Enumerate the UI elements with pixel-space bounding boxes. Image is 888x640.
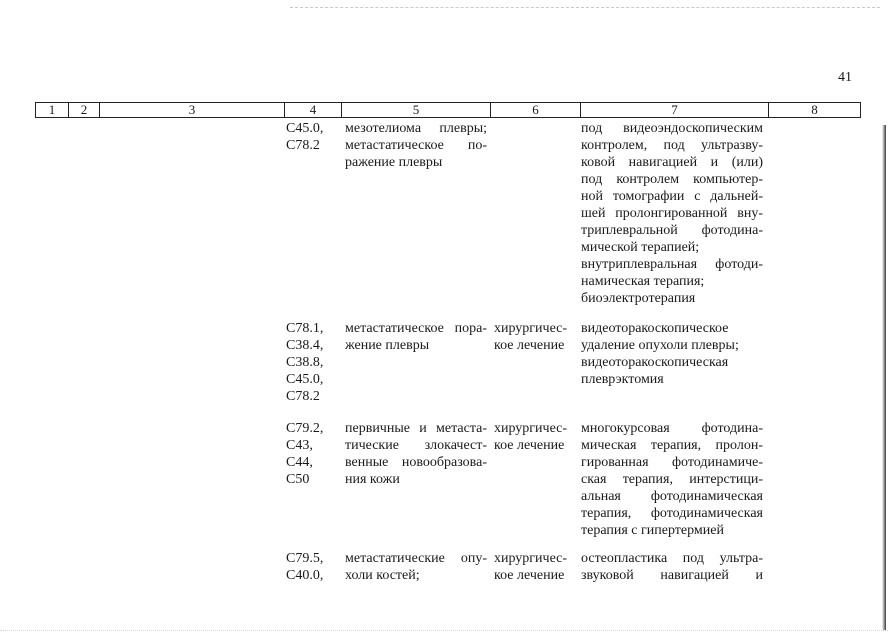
- diagnosis-line: холи костей;: [345, 568, 420, 583]
- diagnosis-line: метастатическое пора-: [345, 321, 487, 336]
- row-1-diagnosis: [345, 120, 487, 171]
- method-line: шей пролонгированной вну-: [581, 206, 763, 221]
- treatment-line: хирургичес-: [494, 551, 568, 566]
- diagnosis-line: ния кожи: [345, 472, 400, 487]
- method-line: альная фотодинамическая: [581, 489, 763, 504]
- diagnosis-line: жение плевры: [345, 338, 430, 353]
- row-2-treatment: [494, 320, 574, 354]
- diagnosis-line: метастатические опу-: [345, 551, 487, 566]
- header-col-7: 7: [581, 103, 769, 117]
- method-line: многокурсовая фотодина-: [581, 421, 763, 436]
- row-4-treatment: [494, 550, 574, 584]
- method-line: терапия, фотодинамическая: [581, 506, 763, 521]
- diagnosis-line: метастатическое по-: [345, 138, 487, 153]
- diagnosis-line: венные новообразова-: [345, 455, 487, 470]
- diagnosis-line: ражение плевры: [345, 155, 443, 170]
- method-line: терапия с гипертермией: [581, 523, 724, 538]
- method-line: ной томографии с дальней-: [581, 189, 763, 204]
- method-line: контролем, под ультразву-: [581, 138, 763, 153]
- method-line: ская терапия, интерстици-: [581, 472, 763, 487]
- method-line: звуковой навигацией и: [581, 568, 763, 583]
- code-line: C78.2: [286, 389, 320, 404]
- header-col-3: 3: [100, 103, 285, 117]
- method-line: остеопластика под ультра-: [581, 551, 763, 566]
- code-line: C43,: [286, 438, 313, 453]
- treatment-line: хирургичес-: [494, 321, 568, 336]
- header-col-4: 4: [285, 103, 342, 117]
- method-line: под видеоэндоскопическим: [581, 121, 763, 136]
- code-line: C44,: [286, 455, 313, 470]
- method-line: видеоторакоскопическое: [581, 321, 729, 336]
- header-col-1: 1: [36, 103, 69, 117]
- diagnosis-line: мезотелиома плевры;: [345, 121, 487, 136]
- treatment-line: кое лечение: [494, 438, 565, 453]
- diagnosis-line: тические злокачест-: [345, 438, 487, 453]
- method-line: намическая терапия;: [581, 274, 705, 289]
- method-line: под контролем компьютер-: [581, 172, 763, 187]
- code-line: C38.4,: [286, 338, 324, 353]
- row-3-diagnosis: [345, 420, 487, 488]
- code-line: C78.2: [286, 138, 320, 153]
- row-2-diagnosis: [345, 320, 487, 354]
- method-line: биоэлектротерапия: [581, 291, 696, 306]
- method-line: ковой навигацией и (или): [581, 155, 763, 170]
- code-line: C45.0,: [286, 372, 324, 387]
- code-line: C40.0,: [286, 568, 324, 583]
- row-3-treatment: [494, 420, 574, 454]
- treatment-line: кое лечение: [494, 568, 565, 583]
- row-2-codes: [286, 320, 323, 405]
- code-line: C79.5,: [286, 551, 324, 566]
- row-4-method: [581, 550, 763, 584]
- header-col-2: 2: [69, 103, 100, 117]
- row-4-codes: [286, 550, 323, 584]
- diagnosis-line: первичные и метаста-: [345, 421, 487, 436]
- treatment-line: кое лечение: [494, 338, 565, 353]
- method-line: мическая терапия, пролон-: [581, 438, 763, 453]
- row-4-diagnosis: [345, 550, 487, 584]
- header-col-8: 8: [811, 102, 818, 117]
- method-line: видеоторакоскопическая: [581, 355, 729, 370]
- table-header-row: [35, 102, 861, 118]
- code-line: C45.0,: [286, 121, 324, 136]
- code-line: C50: [286, 472, 310, 487]
- method-line: плеврэктомия: [581, 372, 664, 387]
- row-2-method: [581, 320, 763, 388]
- code-line: C79.2,: [286, 421, 324, 436]
- code-line: C78.1,: [286, 321, 324, 336]
- treatment-line: хирургичес-: [494, 421, 568, 436]
- header-col-6: 6: [491, 103, 581, 117]
- method-line: внутриплевральная фотоди-: [581, 257, 763, 272]
- row-1-codes: [286, 120, 323, 154]
- code-line: C38.8,: [286, 355, 324, 370]
- method-line: удаление опухоли плевры;: [581, 338, 739, 353]
- method-line: триплевральной фотодина-: [581, 223, 763, 238]
- method-line: гированная фотодинамиче-: [581, 455, 763, 470]
- scan-artifact-right-edge: [882, 125, 886, 630]
- scan-artifact-bottom: [0, 630, 888, 631]
- header-col-5: 5: [342, 103, 491, 117]
- row-1-method: [581, 120, 763, 307]
- page-number: 41: [838, 70, 852, 85]
- method-line: мической терапией;: [581, 240, 700, 255]
- row-3-method: [581, 420, 763, 539]
- scan-artifact-top: [290, 7, 880, 8]
- row-3-codes: [286, 420, 323, 488]
